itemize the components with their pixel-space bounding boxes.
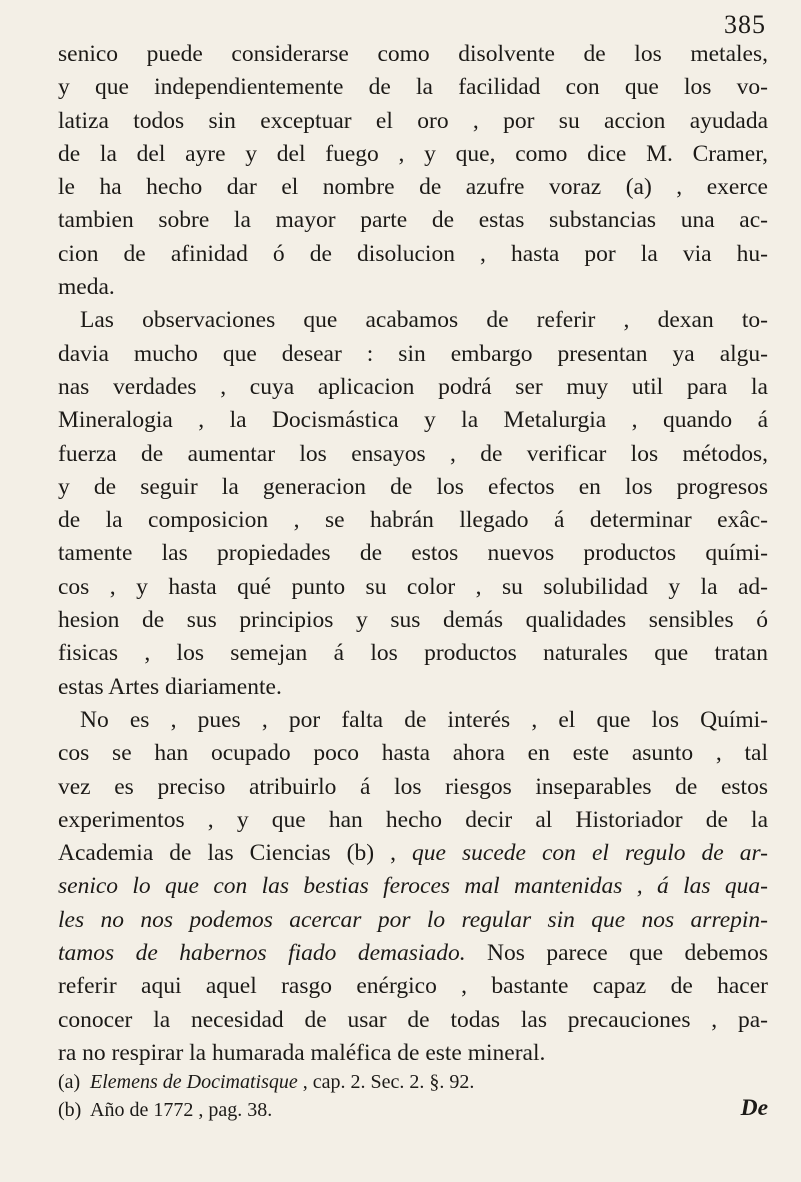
text-line: referir aqui aquel rasgo enérgico , bastante capaz de hacer bbox=[58, 973, 768, 1000]
text-line: nas verdades , cuya aplicacion podrá ser muy util para la bbox=[58, 373, 768, 400]
paragraph-3 bbox=[58, 704, 768, 1070]
text-line-mixed bbox=[58, 837, 768, 870]
text-line: Las observaciones que acabamos de referir , dexan to- bbox=[80, 307, 768, 334]
text-line: davia mucho que desear : sin embargo presentan ya algu- bbox=[58, 340, 768, 367]
footnote bbox=[58, 1096, 758, 1124]
page-number: 385 bbox=[724, 10, 766, 39]
footnote-mark: (a) bbox=[58, 1071, 81, 1093]
text-line: meda. bbox=[58, 274, 115, 301]
footnote-title: Elemens de Docimatisque bbox=[90, 1071, 298, 1093]
text-line: hesion de sus principios y sus demás qualidades sensibles ó bbox=[58, 607, 768, 634]
text-line: y de seguir la generacion de los efectos en los progresos bbox=[58, 473, 768, 500]
footnote bbox=[58, 1068, 758, 1096]
text-line: fuerza de aumentar los ensayos , de verificar los métodos, bbox=[58, 440, 768, 467]
catchword: De bbox=[740, 1095, 768, 1122]
text-line: experimentos , y que han hecho decir al Historiador de la bbox=[58, 806, 768, 833]
text-line: le ha hecho dar el nombre de azufre voraz (a) , exerce bbox=[58, 174, 768, 201]
footnote-text: Año de 1772 , pag. 38. bbox=[90, 1099, 273, 1121]
italic-quote-run: tamos de habernos fiado demasiado. bbox=[58, 940, 466, 967]
footnote-text: , cap. 2. Sec. 2. §. 92. bbox=[297, 1071, 475, 1093]
text-line-mixed bbox=[58, 937, 768, 970]
paragraph-2 bbox=[58, 304, 768, 704]
text-line: tambien sobre la mayor parte de estas substancias una ac- bbox=[58, 207, 768, 234]
text-line: y que independientemente de la facilidad con que los vo- bbox=[58, 74, 768, 101]
text-line: No es , pues , por falta de interés , el que los Quími- bbox=[80, 706, 768, 733]
italic-quote-run: que sucede con el regulo de ar- bbox=[412, 840, 768, 867]
text-line: conocer la necesidad de usar de todas las precauciones , pa- bbox=[58, 1006, 768, 1033]
text-line: senico puede considerarse como disolvente de los metales, bbox=[58, 41, 768, 67]
text-line: de la composicion , se habrán llegado á determinar exâc- bbox=[58, 507, 768, 534]
italic-quote-line: senico lo que con las bestias feroces mal mantenidas , á las qua- bbox=[58, 873, 768, 900]
paragraph-1 bbox=[58, 38, 768, 304]
footnote-mark: (b) bbox=[58, 1099, 82, 1121]
text-line: vez es preciso atribuirlo á los riesgos inseparables de estos bbox=[58, 773, 768, 800]
text-line: fisicas , los semejan á los productos naturales que tratan bbox=[58, 640, 768, 667]
text-line: cion de afinidad ó de disolucion , hasta por la via hu- bbox=[58, 240, 768, 267]
text-line: estas Artes diariamente. bbox=[58, 673, 282, 700]
text-line: tamente las propiedades de estos nuevos productos quími- bbox=[58, 540, 768, 567]
text-run: Nos parece que debemos bbox=[465, 940, 768, 967]
text-line: cos se han ocupado poco hasta ahora en este asunto , tal bbox=[58, 740, 768, 767]
text-line: latiza todos sin exceptuar el oro , por su accion ayudada bbox=[58, 107, 768, 134]
text-line: Mineralogia , la Docismástica y la Metalurgia , quando á bbox=[58, 407, 768, 434]
text-run: Academia de las Ciencias (b) , bbox=[58, 840, 413, 867]
italic-quote-line: les no nos podemos acercar por lo regular sin que nos arrepin- bbox=[58, 906, 768, 933]
body-text bbox=[58, 38, 768, 1126]
text-line: de la del ayre y del fuego , y que, como dice M. Cramer, bbox=[58, 140, 768, 167]
text-line: cos , y hasta qué punto su color , su solubilidad y la ad- bbox=[58, 573, 768, 600]
footnotes bbox=[58, 1068, 758, 1124]
text-line: ra no respirar la humarada maléfica de este mineral. bbox=[58, 1039, 546, 1066]
